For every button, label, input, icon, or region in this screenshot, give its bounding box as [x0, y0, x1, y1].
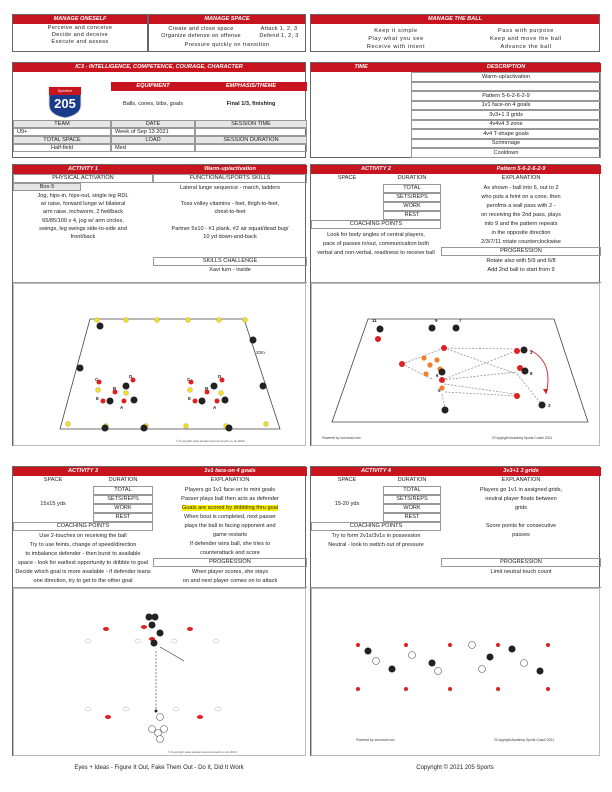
manage-space-title: MANAGE SPACE	[149, 15, 305, 24]
explanation-line: into 9 and the pattern repeats	[484, 221, 558, 227]
team-value: U9+	[13, 128, 111, 136]
explanation-line: counterattack and score	[200, 550, 260, 556]
progression-header: PROGRESSION	[153, 558, 307, 567]
activity-3-panel	[12, 466, 306, 756]
date-value: Week of Sep 13 2021	[111, 128, 195, 136]
coaching-line: Try to form 2v1s/3v1s in possession	[331, 533, 421, 539]
duration-row-label: REST	[383, 513, 441, 522]
progression-line: Rotate also with 5/9 and 6/8	[486, 258, 556, 264]
load-value: Med	[111, 144, 195, 152]
fs-line: chest-to-feet	[214, 209, 246, 216]
time-header: TIME	[311, 63, 411, 72]
fs-line	[153, 192, 307, 200]
progression-line: Add 2nd ball to start from 9	[487, 267, 555, 273]
schedule-item: 4v4v4 3 zone	[411, 120, 601, 130]
activity-2-panel	[310, 164, 600, 446]
pa-line: w/ raise, forward lunge w/ bilateral	[40, 201, 126, 208]
oneself-line: Perceive and conceive	[47, 25, 113, 31]
emphasis-header: EMPHASIS/THEME	[195, 82, 307, 91]
activity-3-name: 1v1 face-on 4 goals	[153, 467, 307, 476]
equipment-header: EQUIPMENT	[111, 82, 195, 91]
explanation-line: perofms a wall pass with 2 -	[486, 203, 556, 209]
skills-challenge-value: Xavi turn - inside	[209, 267, 251, 273]
ball-line: Pass with purpose	[498, 28, 554, 34]
player-number: 7	[459, 318, 462, 323]
cone-label: D	[129, 374, 133, 379]
diagram-copyright: © Copyright www.academysoccercoach.co.uk 2019	[168, 750, 237, 754]
duration-row-label: REST	[93, 513, 153, 522]
ic3-panel	[12, 62, 306, 158]
schedule-item: Warm-up/activation	[411, 72, 601, 82]
physical-activation-header: PHYSICAL ACTIVATION	[13, 174, 153, 183]
schedule-panel	[310, 62, 600, 158]
duration-header: DURATION	[397, 175, 427, 182]
activity-3-diagram	[13, 588, 306, 756]
manage-oneself-panel	[12, 14, 148, 52]
activity-1-panel	[12, 164, 306, 446]
explanation-line: 2/3/7/11 rotate counterclockwise	[481, 239, 561, 245]
explanation-line: on receiving the 2nd pass, plays	[481, 212, 561, 218]
total-space-value: Half-field	[13, 144, 111, 152]
duration-row-label: SETS/REPS	[383, 495, 441, 504]
coaching-points-header: COACHING POINTS	[311, 522, 441, 531]
fs-line: Lateral lunge sequence - march, ladders	[179, 185, 281, 191]
activity-3-title: ACTIVITY 3	[13, 467, 153, 476]
logo-number: 205	[54, 96, 76, 111]
player-number: 8	[530, 371, 533, 376]
schedule-item: Pattern 5-6-2-6-2-9	[411, 91, 601, 101]
pa-line: swings, leg swings side-to-side and	[39, 225, 127, 232]
logo-top-text: Sportive	[57, 88, 73, 93]
space-header: SPACE	[337, 477, 357, 484]
player-number: 6	[436, 373, 439, 378]
coaching-points-header: COACHING POINTS	[311, 220, 441, 229]
explanation-line: plays the ball to facing opponent and	[184, 523, 276, 529]
activity-4-title: ACTIVITY 4	[311, 467, 441, 476]
explanation-line: When bout is completed, next passer	[183, 514, 277, 520]
fs-line	[153, 217, 307, 225]
manage-ball-title: MANAGE THE BALL	[311, 15, 599, 24]
diagram-copyright: ©Copyright Academy Sports Coach 2021	[492, 436, 553, 440]
duration-row-label: WORK	[383, 504, 441, 513]
pa-line: 65/85/100 x 4, jog w/ arm circles,	[42, 217, 124, 224]
player-number: 11	[372, 318, 377, 323]
pa-line: front/back	[70, 234, 96, 241]
pa-line: Jog, hips-in, hips-out, single leg RDL	[37, 193, 129, 199]
space-line: Organize defense on offense	[161, 33, 241, 39]
explanation-line: Players go 1v1 face-on to mini goals	[184, 487, 276, 493]
session-duration-header: SESSION DURATION	[195, 136, 307, 144]
duration-row-label: TOTAL	[383, 486, 441, 495]
duration-row-label: WORK	[383, 202, 441, 211]
space-value: 15x15 yds	[40, 501, 66, 507]
session-time-header: SESSION TIME	[195, 120, 307, 128]
player-number: 5	[438, 388, 441, 393]
duration-row-label: REST	[383, 211, 441, 220]
schedule-list	[411, 72, 601, 158]
total-space-header: TOTAL SPACE	[13, 136, 111, 144]
activity-4-diagram	[311, 588, 600, 756]
manage-ball-panel	[310, 14, 600, 52]
activity-1-diagram	[13, 283, 306, 446]
explanation-line: Passer plays ball then acts as defender	[181, 496, 279, 502]
player-number: 3	[530, 350, 533, 355]
explanation-header: EXPLANATION	[501, 477, 541, 484]
explanation-line: who puts a feint on a cone, then	[481, 194, 561, 200]
activity-4-panel	[310, 466, 600, 756]
powered-by: Powered by soccloud.com	[356, 738, 395, 742]
box-label: Box-5	[13, 183, 81, 191]
coaching-line: space - look for earliest opportunity to dribble to goal	[18, 560, 148, 566]
diagram-copyright: ©Copyright Academy Sports Coach 2021	[494, 738, 555, 742]
ic3-title: IC3 - INTELLIGENCE, COMPETENCE, COURAGE, CHARACTER	[13, 63, 305, 72]
oneself-line: Execute and assess	[51, 39, 109, 45]
emphasis-value: Final 1/3, finishing	[226, 101, 276, 107]
explanation-header: EXPLANATION	[210, 477, 250, 484]
progression-line: When player scores, she stays	[191, 569, 269, 575]
load-header: LOAD	[111, 136, 195, 144]
activity-2-title: ACTIVITY 2	[311, 165, 441, 174]
space-line: Create and close space	[168, 26, 234, 32]
coaching-line: one direction, try to get to the other goal	[33, 578, 133, 584]
progression-line: Limit neutral touch count	[490, 569, 552, 575]
coaching-line: pace of passes in/out, communication both	[322, 241, 430, 247]
cone-label: B	[205, 386, 209, 391]
manage-oneself-title: MANAGE ONESELF	[13, 15, 147, 24]
date-header: DATE	[111, 120, 195, 128]
footer-right: Copyright © 2021 205 Sports	[416, 765, 494, 771]
description-header: DESCRIPTION	[411, 63, 601, 72]
duration-header: DURATION	[397, 477, 427, 484]
explanation-line: As shown - ball into 6, out to 2	[483, 185, 559, 191]
schedule-item: 1v1 face-on 4 goals	[411, 101, 601, 111]
coaching-points-header: COACHING POINTS	[13, 522, 153, 531]
explanation-line: Score points for consecutive	[485, 523, 557, 529]
progression-header: PROGRESSION	[441, 247, 601, 256]
coaching-line: verbal and non-verbal, readiness to receive ball	[317, 250, 435, 256]
cone-label: A	[120, 405, 124, 410]
explanation-header: EXPLANATION	[501, 175, 541, 182]
explanation-line: If defender wins ball, she tries to	[189, 541, 271, 547]
cone-label: E	[96, 396, 100, 401]
schedule-item: Cooldown	[411, 148, 601, 158]
progression-header: PROGRESSION	[441, 558, 601, 567]
ball-line: Receive with intent	[366, 44, 426, 50]
pa-line: arm raise, inchworm, 2 fwd/back	[42, 209, 124, 216]
activity-1-name: Warm-up/activation	[153, 165, 307, 174]
fs-line: Partner 5x10 - #1 plank, #2 air squat/dead bug/	[171, 225, 289, 232]
diagram-copyright: © Copyright www.academysoccercoach.co.uk 2020	[176, 439, 245, 443]
activity-2-name: Pattern 5-6-2-6-2-9	[441, 165, 601, 174]
cone-label: B	[113, 386, 117, 391]
ball-line: Keep it simple	[374, 28, 418, 34]
schedule-item	[411, 82, 601, 92]
schedule-item: 3v3+1 3 grids	[411, 110, 601, 120]
space-header: SPACE	[337, 175, 357, 182]
explanation-line	[441, 513, 601, 522]
explanation-line: passes	[512, 532, 530, 538]
space-header: SPACE	[43, 477, 63, 484]
space-value: 15-20 yds	[334, 501, 360, 507]
session-time-value	[195, 128, 307, 136]
coaching-line: Look for body angles of central players,	[327, 232, 425, 238]
coaching-line: Try to use feints, change of speed/direction	[29, 542, 137, 548]
coaching-line: Use 2-touches on receiving the ball	[39, 533, 127, 539]
ball-line: Advance the ball	[500, 44, 552, 50]
cone-label: C	[95, 377, 99, 382]
duration-row-label: TOTAL	[383, 184, 441, 193]
skills-challenge-header: SKILLS CHALLENGE	[153, 257, 307, 266]
powered-by: Powered by soccloud.com	[322, 436, 361, 440]
schedule-item: 4v4 T-shape goals	[411, 129, 601, 139]
space-bottom-line: Pressure quickly on transition	[184, 42, 270, 48]
equipment-value: Balls, cones, bibs, goals	[122, 101, 183, 107]
sports-logo	[47, 85, 83, 119]
cone-label: E	[188, 396, 192, 401]
ball-line: Keep and move the ball	[490, 36, 562, 42]
player-number: 9	[435, 318, 438, 323]
duration-row-label: SETS/REPS	[383, 193, 441, 202]
duration-row-label: TOTAL	[93, 486, 153, 495]
progression-line: on and next player comes on to attack	[182, 578, 278, 584]
cone-label: A	[213, 405, 217, 410]
activity-2-diagram	[311, 283, 600, 446]
explanation-line: game restarts	[212, 532, 248, 538]
coaching-line: Decide which goal is more available - if defender leans	[15, 569, 151, 575]
player-number: 2	[548, 403, 551, 408]
coaching-line: to imbalance defender - then burst to available	[25, 551, 141, 557]
highlighted-explanation-line: Goals are scored by dribbling thru goal	[181, 505, 279, 511]
space-line: Defend 1, 2, 3	[259, 33, 299, 39]
duration-row-label: SETS/REPS	[93, 495, 153, 504]
ball-line: Play what you see	[368, 36, 424, 42]
cone-label: C	[187, 377, 191, 382]
oneself-line: Decide and deceive	[51, 32, 109, 38]
space-line: Attack 1, 2, 3	[260, 26, 298, 32]
duration-header: DURATION	[108, 477, 138, 484]
duration-row-label: WORK	[93, 504, 153, 513]
activity-1-title: ACTIVITY 1	[13, 165, 153, 174]
coaching-line: Neutral - look to switch out of pressure	[328, 542, 424, 548]
fs-line: 10 yd down-and-back	[203, 233, 257, 240]
explanation-line: Players go 1v1 in assigned grids,	[479, 487, 563, 493]
manage-space-panel	[148, 14, 306, 52]
cone-label: D	[218, 374, 222, 379]
explanation-line: grids	[514, 505, 528, 511]
activity-4-name: 3v3+1 3 grids	[441, 467, 601, 476]
fs-line: Toss volley vitamins - feet, thigh-to-feet,	[180, 201, 280, 208]
distance-label: 20m	[256, 350, 265, 355]
functional-skills-header: FUNCTIONAL/SPORTS SKILLS	[153, 174, 307, 183]
team-header: TEAM	[13, 120, 111, 128]
explanation-line: neutral player floats between	[485, 496, 557, 502]
session-duration-value	[195, 144, 307, 152]
footer-left: Eyes + Ideas - Figure It Out, Fake Them Out - Do It, Did It Work	[74, 765, 244, 771]
schedule-item: Scrimmage	[411, 139, 601, 149]
explanation-line: in the opposite direction	[491, 230, 551, 236]
